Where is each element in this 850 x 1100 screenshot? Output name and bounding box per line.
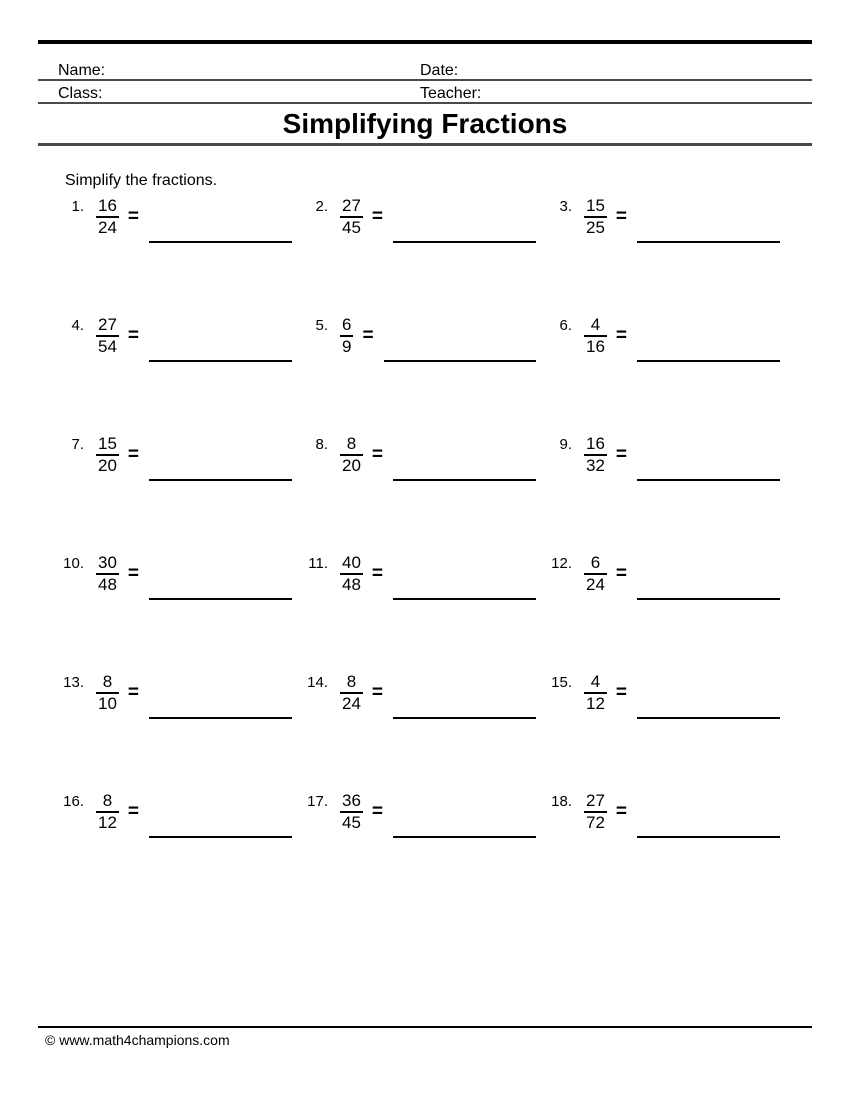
fraction-numerator: 8 [96,791,119,813]
fraction-numerator: 4 [584,672,607,694]
problem [306,434,550,553]
fraction [96,434,119,476]
fraction [96,196,119,238]
equals-sign: = [362,325,374,346]
answer-blank[interactable] [637,196,780,243]
fraction [340,672,363,714]
fraction-denominator: 32 [586,456,605,475]
fraction [96,553,119,595]
date-label: Date: [420,62,459,79]
fraction-numerator: 6 [584,553,607,575]
answer-blank[interactable] [149,315,292,362]
problem [62,553,306,672]
fraction-numerator: 8 [340,434,363,456]
fraction [584,434,607,476]
page-title: Simplifying Fractions [282,108,568,139]
problem [306,315,550,434]
class-label: Class: [58,85,103,102]
fraction-denominator: 24 [586,575,605,594]
problem-number: 3. [559,198,572,215]
equals-sign: = [127,563,140,584]
fraction-denominator: 48 [98,575,117,594]
answer-blank[interactable] [149,672,292,719]
equals-sign: = [615,206,628,227]
top-rule [38,40,812,44]
answer-blank[interactable] [393,434,536,481]
equals-sign: = [615,563,628,584]
problem [306,672,550,791]
fraction-denominator: 24 [98,218,117,237]
answer-blank[interactable] [149,434,292,481]
fraction [584,791,607,833]
fraction-numerator: 15 [96,434,119,456]
problem [62,196,306,315]
fraction-denominator: 9 [342,337,352,356]
fraction-numerator: 8 [340,672,363,694]
answer-blank[interactable] [637,434,780,481]
fraction-numerator: 8 [96,672,119,694]
equals-sign: = [615,444,628,465]
answer-blank[interactable] [384,315,536,362]
fraction-numerator: 36 [340,791,363,813]
problem [550,672,794,791]
problem-number: 2. [315,198,328,215]
footer-rule [38,1026,812,1028]
equals-sign: = [615,325,628,346]
problem [62,791,306,910]
problem-number: 1. [71,198,84,215]
problem-number: 6. [559,317,572,334]
problem [62,672,306,791]
class-teacher-blank-line[interactable] [38,102,812,104]
fraction [340,553,363,595]
answer-blank[interactable] [637,672,780,719]
fraction-denominator: 48 [342,575,361,594]
fraction [340,315,353,357]
problem-number: 17. [307,793,328,810]
problem [550,196,794,315]
fraction-numerator: 4 [584,315,607,337]
fraction-numerator: 27 [96,315,119,337]
equals-sign: = [127,206,140,227]
answer-blank[interactable] [637,553,780,600]
equals-sign: = [371,563,384,584]
answer-blank[interactable] [637,315,780,362]
answer-blank[interactable] [393,553,536,600]
fraction-numerator: 16 [96,196,119,218]
equals-sign: = [371,682,384,703]
problem [550,791,794,910]
fraction-denominator: 54 [98,337,117,356]
title-rule [38,143,812,146]
problem-number: 7. [71,436,84,453]
problem [550,434,794,553]
problem-number: 5. [315,317,328,334]
answer-blank[interactable] [149,791,292,838]
problem-number: 16. [63,793,84,810]
problem-number: 12. [551,555,572,572]
equals-sign: = [615,801,628,822]
answer-blank[interactable] [393,196,536,243]
fraction-denominator: 12 [586,694,605,713]
fraction-numerator: 6 [340,315,353,337]
equals-sign: = [127,801,140,822]
equals-sign: = [371,206,384,227]
equals-sign: = [615,682,628,703]
name-label: Name: [58,62,106,79]
fraction [340,196,363,238]
answer-blank[interactable] [149,553,292,600]
footer-credit: © www.math4champions.com [45,1032,230,1048]
problem-number: 8. [315,436,328,453]
fraction-numerator: 30 [96,553,119,575]
fraction-denominator: 72 [586,813,605,832]
name-date-blank-line[interactable] [38,79,812,81]
problem [550,553,794,672]
problem-number: 11. [308,555,328,572]
fraction [584,196,607,238]
problem [550,315,794,434]
fraction-denominator: 12 [98,813,117,832]
answer-blank[interactable] [149,196,292,243]
problem [306,196,550,315]
fraction [96,315,119,357]
equals-sign: = [371,444,384,465]
fraction-denominator: 16 [586,337,605,356]
problem [62,434,306,553]
equals-sign: = [371,801,384,822]
instructions-text: Simplify the fractions. [65,172,218,189]
problem-number: 9. [559,436,572,453]
problem [306,791,550,910]
teacher-label: Teacher: [420,85,482,102]
problems-grid [62,196,794,910]
fraction [340,791,363,833]
fraction-denominator: 45 [342,813,361,832]
fraction [584,553,607,595]
fraction-numerator: 27 [584,791,607,813]
problem-number: 15. [551,674,572,691]
fraction-numerator: 27 [340,196,363,218]
answer-blank[interactable] [637,791,780,838]
fraction-denominator: 10 [98,694,117,713]
fraction [584,672,607,714]
problem-number: 10. [63,555,84,572]
equals-sign: = [127,444,140,465]
fraction-denominator: 24 [342,694,361,713]
problem-number: 13. [63,674,84,691]
fraction-denominator: 25 [586,218,605,237]
answer-blank[interactable] [393,672,536,719]
fraction-denominator: 20 [98,456,117,475]
fraction-numerator: 40 [340,553,363,575]
problem [62,315,306,434]
fraction [96,672,119,714]
problem [306,553,550,672]
fraction-numerator: 16 [584,434,607,456]
problem-number: 4. [71,317,84,334]
equals-sign: = [127,325,140,346]
fraction [584,315,607,357]
fraction [96,791,119,833]
problem-number: 14. [307,674,328,691]
fraction [340,434,363,476]
answer-blank[interactable] [393,791,536,838]
problem-number: 18. [551,793,572,810]
equals-sign: = [127,682,140,703]
fraction-numerator: 15 [584,196,607,218]
fraction-denominator: 20 [342,456,361,475]
fraction-denominator: 45 [342,218,361,237]
